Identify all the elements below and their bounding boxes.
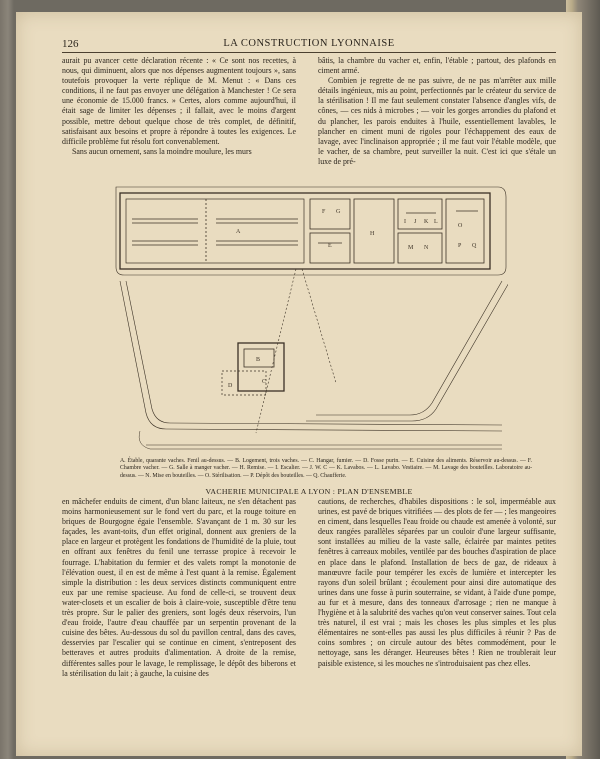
plan-label: K — [424, 219, 429, 225]
figure-caption: A. Étable, quarante vaches. Fenil au-dessus. — B. Logement, trois vaches. — C. Hangar, fumier. — D. Fosse purin. — E. Cuisine des aliments. Réservoir au-dessus. — F. Chambre vacher. — G. Salle à manger vacher. — H. Remise. — I. Escalier. — J. W. C — K. Lavabos. — L. Lavabo. Vestiaire. — M. Lavage des bouteilles. Laboratoire au-dessus. — N. Mise en bouteilles. — O. Stérilisation. — P. Dépôt des bouteilles. — Q. Chaufferie. — [120, 458, 532, 479]
running-header — [62, 38, 556, 53]
plan-label: E — [328, 243, 332, 249]
plan-label: G — [336, 209, 341, 215]
bottom-left-column — [62, 497, 296, 751]
paragraph: Combien je regrette de ne pas suivre, de ne pas m'arrêter aux mille détails ingénieux, mis au point, perfectionnés par le créateur du service de la stérilisation ! Il me faut seulement constater l'absence d'angles vifs, de cônes, — ces nids à microbes ; — voir les gorges arrondies du plafond et du plancher, les parois enduites à l'huile, essentiellement lavables, le plancher en ciment muni de rigoles pour l'échappement des eaux de lavage, avec l'inclinaison appropriée ; il me faut voir l'étable modèle, que le vacher, de sa chambre, peut surveiller la nuit. C'est ici que s'étale un luxe de pré- — [318, 76, 556, 166]
top-right-column — [318, 56, 556, 182]
plan-label: O — [458, 223, 463, 229]
plan-label: P — [458, 243, 462, 249]
plan-label: B — [256, 357, 261, 363]
plan-label: F — [322, 209, 326, 215]
top-left-column — [62, 56, 296, 182]
plan-label: Q — [472, 243, 477, 249]
paragraph: Sans aucun ornement, sans la moindre moulure, les murs — [72, 146, 252, 156]
figure-title: VACHERIE MUNICIPALE A LYON : PLAN D'ENSEMBLE — [205, 487, 413, 496]
paragraph: bâtis, la chambre du vacher et, enfin, l'étable ; partout, des plafonds en ciment armé. — [318, 56, 556, 76]
plan-label: I — [404, 219, 406, 225]
paragraph: en mâchefer enduits de ciment, d'un blanc laiteux, ne s'en détachent pas moins harmonieusement sur le fond vert du parc, et la rouge toiture en briques de Bourgogne égaie l'ensemble. S'avançant de 1 m. 30 sur les façades, les avant-toits, d'un effet original, donnent aux greniers de la place en largeur et protègent les fondations de l'humidité de la pluie, tout en offrant aux fenêtres du fenil une terrasse propice à recevoir le fourrage. L'habitation du fermier et des valets rompt la monotonie de l'élévation ouest, il en est de même à l'est quant à la remise. Également simple la distribution : les deux services distincts communiquent entre eux par une remise spacieuse. Au fond de celle-ci, se trouvent deux water-closets et un escalier de bois à claire-voie, susceptible d'être tenu très propre. Sur le palier des greniers, sont logés deux réservoirs, l'un d'eau froide, l'autre d'eau chauffée par un serpentin provenant de la cuisine des bêtes. Au-dessous du sol du pavillon central, dans des caves, desservies par l'escalier qui se continue en ciment, s'entreposent des betteraves et autres produits d'alimentation. A droite de la remise, différentes salles pour le lavage, le remplissage, le dépôt des biberons et la stérilisation du lait ; à gauche, la cuisine des — [62, 497, 296, 678]
plan-label: J — [414, 219, 417, 225]
journal-title: LA CONSTRUCTION LYONNAISE — [223, 38, 395, 49]
plan-label: H — [370, 231, 375, 237]
plan-label: D — [228, 383, 233, 389]
bottom-right-column — [318, 497, 556, 751]
plan-label: A — [236, 229, 241, 235]
plan-label: C — [262, 379, 267, 385]
plan-label: M — [408, 245, 414, 251]
page-number: 126 — [62, 38, 79, 50]
paragraph: cautions, de recherches, d'habiles dispositions : le sol, imperméable aux urines, est pavé de briques vitrifiées — des plots de fer — ; les mangeoires en ciment, dans lesquelles l'eau froide ou chaude est amenée à volonté, sur deux rangées parallèles séparées par un couloir d'une largeur suffisante, sont installées au milieu de la vaste salle, éclairée par maintes petites fenêtres à carreaux mobiles, ventilée par des bouches d'aspiration de place en place dans le plafond. Installation de becs de gaz, de rideaux à manœuvre facile pour tempérer les excès de lumière et intercepter les rayons d'un soleil brûlant ; écoulement pour ainsi dire automatique des urines dans une fosse à purin souterraine, se vidant, à l'aide d'une pompe, au fur et à mesure, dans des tonneaux d'arrosage ; rien ne manque à l'hygiène et à la salubrité des vaches qu'on veut conserver saines. Tout cela très naturel, il est vrai ; mais les choses les plus simples et les plus élémentaires ne sont-elles pas aussi les plus difficiles à réunir ? Pas de coins sombres ; on circule autour des bêtes commodément, pour le nettoyage, sans les déranger. Heureuses bêtes ! Rien ne troublerait leur paisible existence, si les mouches ne s'introduisaient pas chez elles. — [318, 497, 556, 668]
plan-label: N — [424, 245, 429, 251]
site-plan-drawing — [106, 183, 508, 453]
paragraph: aurait pu avancer cette déclaration récente : « Ce sont nos recettes, à nous, qui diminuent, alors que nos dépenses augmentent toujours », sans toutefois provoquer la verte réplique de M. Menut : « Dans ces conditions, il ne faut pas envoyer une délégation à Manchester ! Ce sera une économie de 15.000 francs. » Certes, alors comme aujourd'hui, il était sage de limiter les dépenses ; il fallait, avec le moins d'argent possible, mettre debout quelque chose de très complet, de définitif, satisfaisant aux besoins et propre à répondre à toutes les exigences. Le difficile problème fut résolu fort convenablement. — [62, 56, 296, 146]
plan-label: L — [434, 219, 438, 225]
